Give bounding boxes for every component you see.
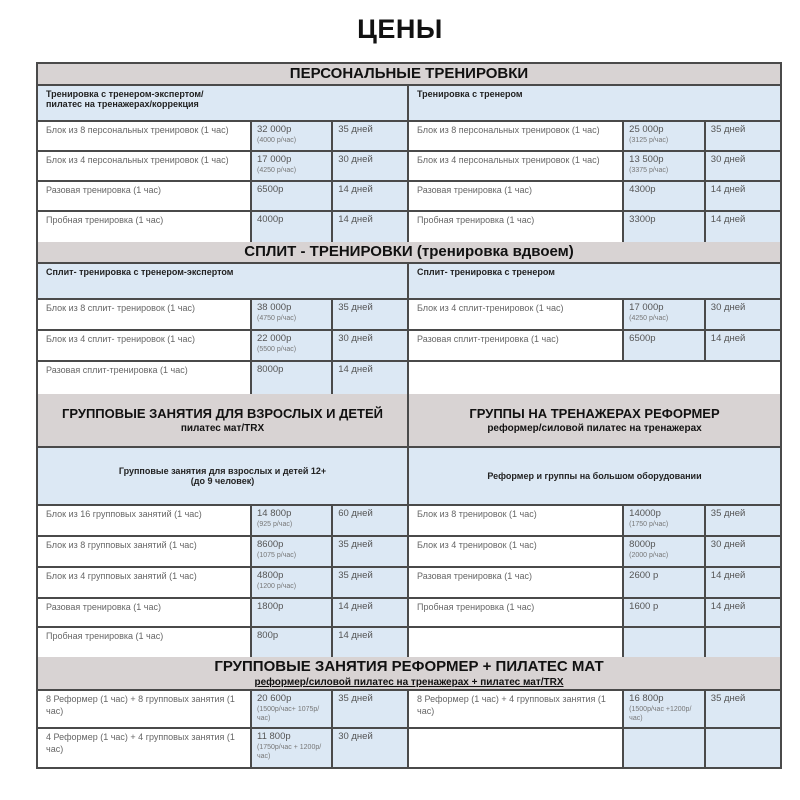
price-cell — [252, 691, 333, 727]
price-value: 1800р — [257, 601, 284, 612]
table-row — [38, 599, 780, 628]
section-header-groups — [38, 394, 780, 448]
price-cell-group — [409, 506, 780, 535]
price-cell-group — [38, 506, 409, 535]
price-cell-group — [409, 331, 780, 360]
validity-days: 14 дней — [706, 212, 780, 242]
price-cell-group — [409, 691, 780, 727]
subheader-right: Сплит- тренировка с тренером — [409, 264, 780, 298]
page-title: ЦЕНЫ — [357, 14, 443, 44]
table-row — [38, 691, 780, 729]
price-per-hour: (925 р/час) — [257, 521, 293, 528]
service-name: Блок из 8 тренировок (1 час) — [409, 506, 624, 535]
price-cell-group — [38, 691, 409, 727]
price-cell — [624, 729, 706, 767]
service-name: Разовая тренировка (1 час) — [38, 599, 252, 626]
subheader-text: Групповые занятия для взрослых и детей 12+ — [118, 466, 327, 476]
price-value: 14 800р — [257, 508, 292, 519]
validity-days: 35 дней — [706, 122, 780, 150]
price-cell-group — [38, 152, 409, 180]
subheader-row — [38, 448, 780, 506]
subheader-text: Тренировка с тренером-экспертом/ — [46, 89, 204, 99]
price-per-hour: (1750р/час + 1200р/час) — [257, 744, 322, 760]
service-name: Блок из 4 групповых занятий (1 час) — [38, 568, 252, 597]
price-value: 8600р — [257, 539, 284, 550]
table-row — [38, 506, 780, 537]
service-name: Разовая сплит-тренировка (1 час) — [38, 362, 252, 394]
price-cell — [252, 537, 333, 566]
price-cell-group — [38, 628, 409, 657]
price-value: 13 500р — [629, 154, 664, 165]
price-cell-group — [409, 362, 780, 394]
price-value: 8000р — [257, 364, 284, 375]
price-per-hour: (1500р/час +1200р/час) — [629, 706, 692, 722]
service-name: Разовая тренировка (1 час) — [409, 182, 624, 210]
validity-days: 14 дней — [706, 182, 780, 210]
table-row — [38, 331, 780, 362]
price-cell — [252, 506, 333, 535]
price-cell — [624, 152, 706, 180]
price-cell — [624, 506, 706, 535]
service-name: Пробная тренировка (1 час) — [409, 599, 624, 626]
section-header-combo — [38, 657, 780, 691]
subheader-row — [38, 264, 780, 300]
price-cell — [624, 599, 706, 626]
price-cell — [624, 331, 706, 360]
validity-days: 14 дней — [706, 331, 780, 360]
validity-days: 30 дней — [333, 729, 407, 767]
price-value: 22 000р — [257, 333, 292, 344]
section-title: ГРУППОВЫЕ ЗАНЯТИЯ РЕФОРМЕР + ПИЛАТЕС МАТ — [214, 658, 604, 675]
price-value: 4300р — [629, 184, 656, 195]
service-name: Блок из 8 персональных тренировок (1 час) — [409, 122, 624, 150]
price-value: 20 600р — [257, 693, 292, 704]
price-value: 2600 р — [629, 570, 659, 581]
price-value: 38 000р — [257, 302, 292, 313]
validity-days: 35 дней — [333, 568, 407, 597]
price-cell — [624, 122, 706, 150]
subheader-text: пилатес на тренажерах/коррекция — [46, 99, 199, 109]
price-cell — [252, 300, 333, 329]
price-cell-group — [409, 300, 780, 329]
price-cell-group — [409, 599, 780, 626]
service-name: Блок из 4 сплит-тренировок (1 час) — [409, 300, 624, 329]
price-cell — [252, 122, 333, 150]
service-name: 8 Реформер (1 час) + 4 групповых занятия (1 час) — [409, 691, 624, 727]
validity-days: 30 дней — [706, 300, 780, 329]
price-cell — [624, 537, 706, 566]
price-value: 8000р — [629, 539, 656, 550]
price-cell-group — [38, 300, 409, 329]
price-per-hour: (4750 р/час) — [257, 315, 297, 322]
subheader-left — [38, 448, 407, 504]
subheader-right: Реформер и группы на большом оборудовании — [409, 448, 780, 504]
price-value: 6500р — [629, 333, 656, 344]
price-per-hour: (3375 р/час) — [629, 167, 669, 174]
service-name: Пробная тренировка (1 час) — [38, 628, 252, 657]
price-cell — [624, 300, 706, 329]
table-row — [38, 212, 780, 242]
service-name: Разовая тренировка (1 час) — [409, 568, 624, 597]
validity-days: 14 дней — [333, 212, 407, 242]
price-cell-group — [38, 331, 409, 360]
subheader-left: Сплит- тренировка с тренером-экспертом — [38, 264, 407, 298]
price-cell — [252, 331, 333, 360]
price-cell — [252, 182, 333, 210]
price-per-hour: (4000 р/час) — [257, 137, 297, 144]
price-cell-group — [409, 212, 780, 242]
validity-days: 35 дней — [706, 506, 780, 535]
price-cell-group — [38, 729, 409, 767]
service-name: Пробная тренировка (1 час) — [38, 212, 252, 242]
table-row — [38, 152, 780, 182]
price-per-hour: (1750 р/час) — [629, 521, 669, 528]
service-name: Блок из 8 персональных тренировок (1 час) — [38, 122, 252, 150]
price-cell — [252, 152, 333, 180]
validity-days: 14 дней — [333, 599, 407, 626]
price-cell-group — [38, 568, 409, 597]
validity-days: 30 дней — [333, 152, 407, 180]
price-per-hour: (4250 р/час) — [629, 315, 669, 322]
subheader-left — [38, 86, 407, 120]
table-row — [38, 729, 780, 767]
price-cell-group — [409, 729, 780, 767]
service-name: 4 Реформер (1 час) + 4 групповых занятия (1 час) — [38, 729, 252, 767]
price-cell — [252, 212, 333, 242]
service-name: Блок из 4 персональных тренировок (1 час) — [409, 152, 624, 180]
price-value: 800р — [257, 630, 279, 641]
section-title: ПЕРСОНАЛЬНЫЕ ТРЕНИРОВКИ — [289, 65, 529, 82]
subheader-text: (до 9 человек) — [190, 476, 255, 486]
price-value: 14000р — [629, 508, 661, 519]
price-cell-group — [409, 182, 780, 210]
validity-days — [706, 729, 780, 767]
price-cell-group — [38, 362, 409, 394]
price-cell-group — [409, 537, 780, 566]
price-cell — [624, 182, 706, 210]
price-cell — [624, 568, 706, 597]
price-cell-group — [409, 122, 780, 150]
price-per-hour: (2000 р/час) — [629, 552, 669, 559]
service-name: Пробная тренировка (1 час) — [409, 212, 624, 242]
table-row — [38, 300, 780, 331]
price-per-hour: (4250 р/час) — [257, 167, 297, 174]
table-row — [38, 537, 780, 568]
price-value: 25 000р — [629, 124, 664, 135]
service-name: Блок из 4 тренировок (1 час) — [409, 537, 624, 566]
service-name: Разовая сплит-тренировка (1 час) — [409, 331, 624, 360]
validity-days — [706, 628, 780, 657]
price-value: 32 000р — [257, 124, 292, 135]
price-value: 17 000р — [629, 302, 664, 313]
price-value: 1600 р — [629, 601, 659, 612]
section-subtitle: реформер/силовой пилатес на тренажерах — [487, 423, 702, 434]
section-title: ГРУППОВЫЕ ЗАНЯТИЯ ДЛЯ ВЗРОСЛЫХ И ДЕТЕЙ — [61, 406, 383, 421]
price-cell — [252, 599, 333, 626]
table-row — [38, 628, 780, 657]
section-header-personal — [38, 64, 780, 86]
subheader-row — [38, 86, 780, 122]
table-row — [38, 182, 780, 212]
validity-days: 14 дней — [706, 599, 780, 626]
service-name — [409, 628, 624, 657]
price-cell-group — [38, 182, 409, 210]
price-per-hour: (1500р/час+ 1075р/час) — [257, 706, 320, 722]
price-per-hour: (1200 р/час) — [257, 583, 297, 590]
section-subtitle: реформер/силовой пилатес на тренажерах + пилатес мат/TRX — [254, 677, 564, 688]
price-value: 11 800р — [257, 731, 291, 742]
price-value: 16 800р — [629, 693, 664, 704]
service-name: Блок из 4 персональных тренировок (1 час) — [38, 152, 252, 180]
price-cell-group — [38, 122, 409, 150]
price-cell — [252, 628, 333, 657]
price-cell-group — [38, 212, 409, 242]
price-table — [36, 62, 782, 769]
service-name: Блок из 8 сплит- тренировок (1 час) — [38, 300, 252, 329]
section-title: СПЛИТ - ТРЕНИРОВКИ (тренировка вдвоем) — [244, 243, 574, 260]
validity-days: 30 дней — [333, 331, 407, 360]
price-cell-group — [409, 568, 780, 597]
price-cell — [252, 362, 333, 394]
price-per-hour: (1075 р/час) — [257, 552, 297, 559]
price-value: 17 000р — [257, 154, 292, 165]
validity-days: 35 дней — [333, 122, 407, 150]
validity-days: 60 дней — [333, 506, 407, 535]
service-name: Блок из 16 групповых занятий (1 час) — [38, 506, 252, 535]
validity-days: 30 дней — [706, 537, 780, 566]
service-name: Блок из 4 сплит- тренировок (1 час) — [38, 331, 252, 360]
table-row — [38, 122, 780, 152]
price-cell-group — [409, 628, 780, 657]
validity-days: 35 дней — [333, 300, 407, 329]
service-name: Разовая тренировка (1 час) — [38, 182, 252, 210]
section-subtitle: пилатес мат/TRX — [180, 423, 265, 434]
table-row — [38, 362, 780, 394]
price-value: 6500р — [257, 184, 284, 195]
price-cell — [252, 568, 333, 597]
service-name: Блок из 8 групповых занятий (1 час) — [38, 537, 252, 566]
price-value: 3300р — [629, 214, 656, 225]
service-name — [409, 729, 624, 767]
price-per-hour: (3125 р/час) — [629, 137, 669, 144]
validity-days: 35 дней — [333, 537, 407, 566]
validity-days: 14 дней — [333, 182, 407, 210]
section-title: ГРУППЫ НА ТРЕНАЖЕРАХ РЕФОРМЕР — [469, 406, 720, 421]
validity-days: 35 дней — [333, 691, 407, 727]
price-value: 4000р — [257, 214, 284, 225]
price-cell — [624, 212, 706, 242]
price-value: 4800р — [257, 570, 284, 581]
validity-days: 14 дней — [333, 362, 407, 394]
validity-days: 14 дней — [706, 568, 780, 597]
price-cell-group — [409, 152, 780, 180]
price-cell-group — [38, 599, 409, 626]
validity-days: 30 дней — [706, 152, 780, 180]
service-name: 8 Реформер (1 час) + 8 групповых занятия (1 час) — [38, 691, 252, 727]
subheader-right: Тренировка с тренером — [409, 86, 780, 120]
section-header-split — [38, 242, 780, 264]
validity-days: 35 дней — [706, 691, 780, 727]
validity-days: 14 дней — [333, 628, 407, 657]
price-cell — [252, 729, 333, 767]
price-cell — [624, 628, 706, 657]
price-cell — [624, 691, 706, 727]
price-per-hour: (5500 р/час) — [257, 346, 297, 353]
table-row — [38, 568, 780, 599]
price-cell-group — [38, 537, 409, 566]
